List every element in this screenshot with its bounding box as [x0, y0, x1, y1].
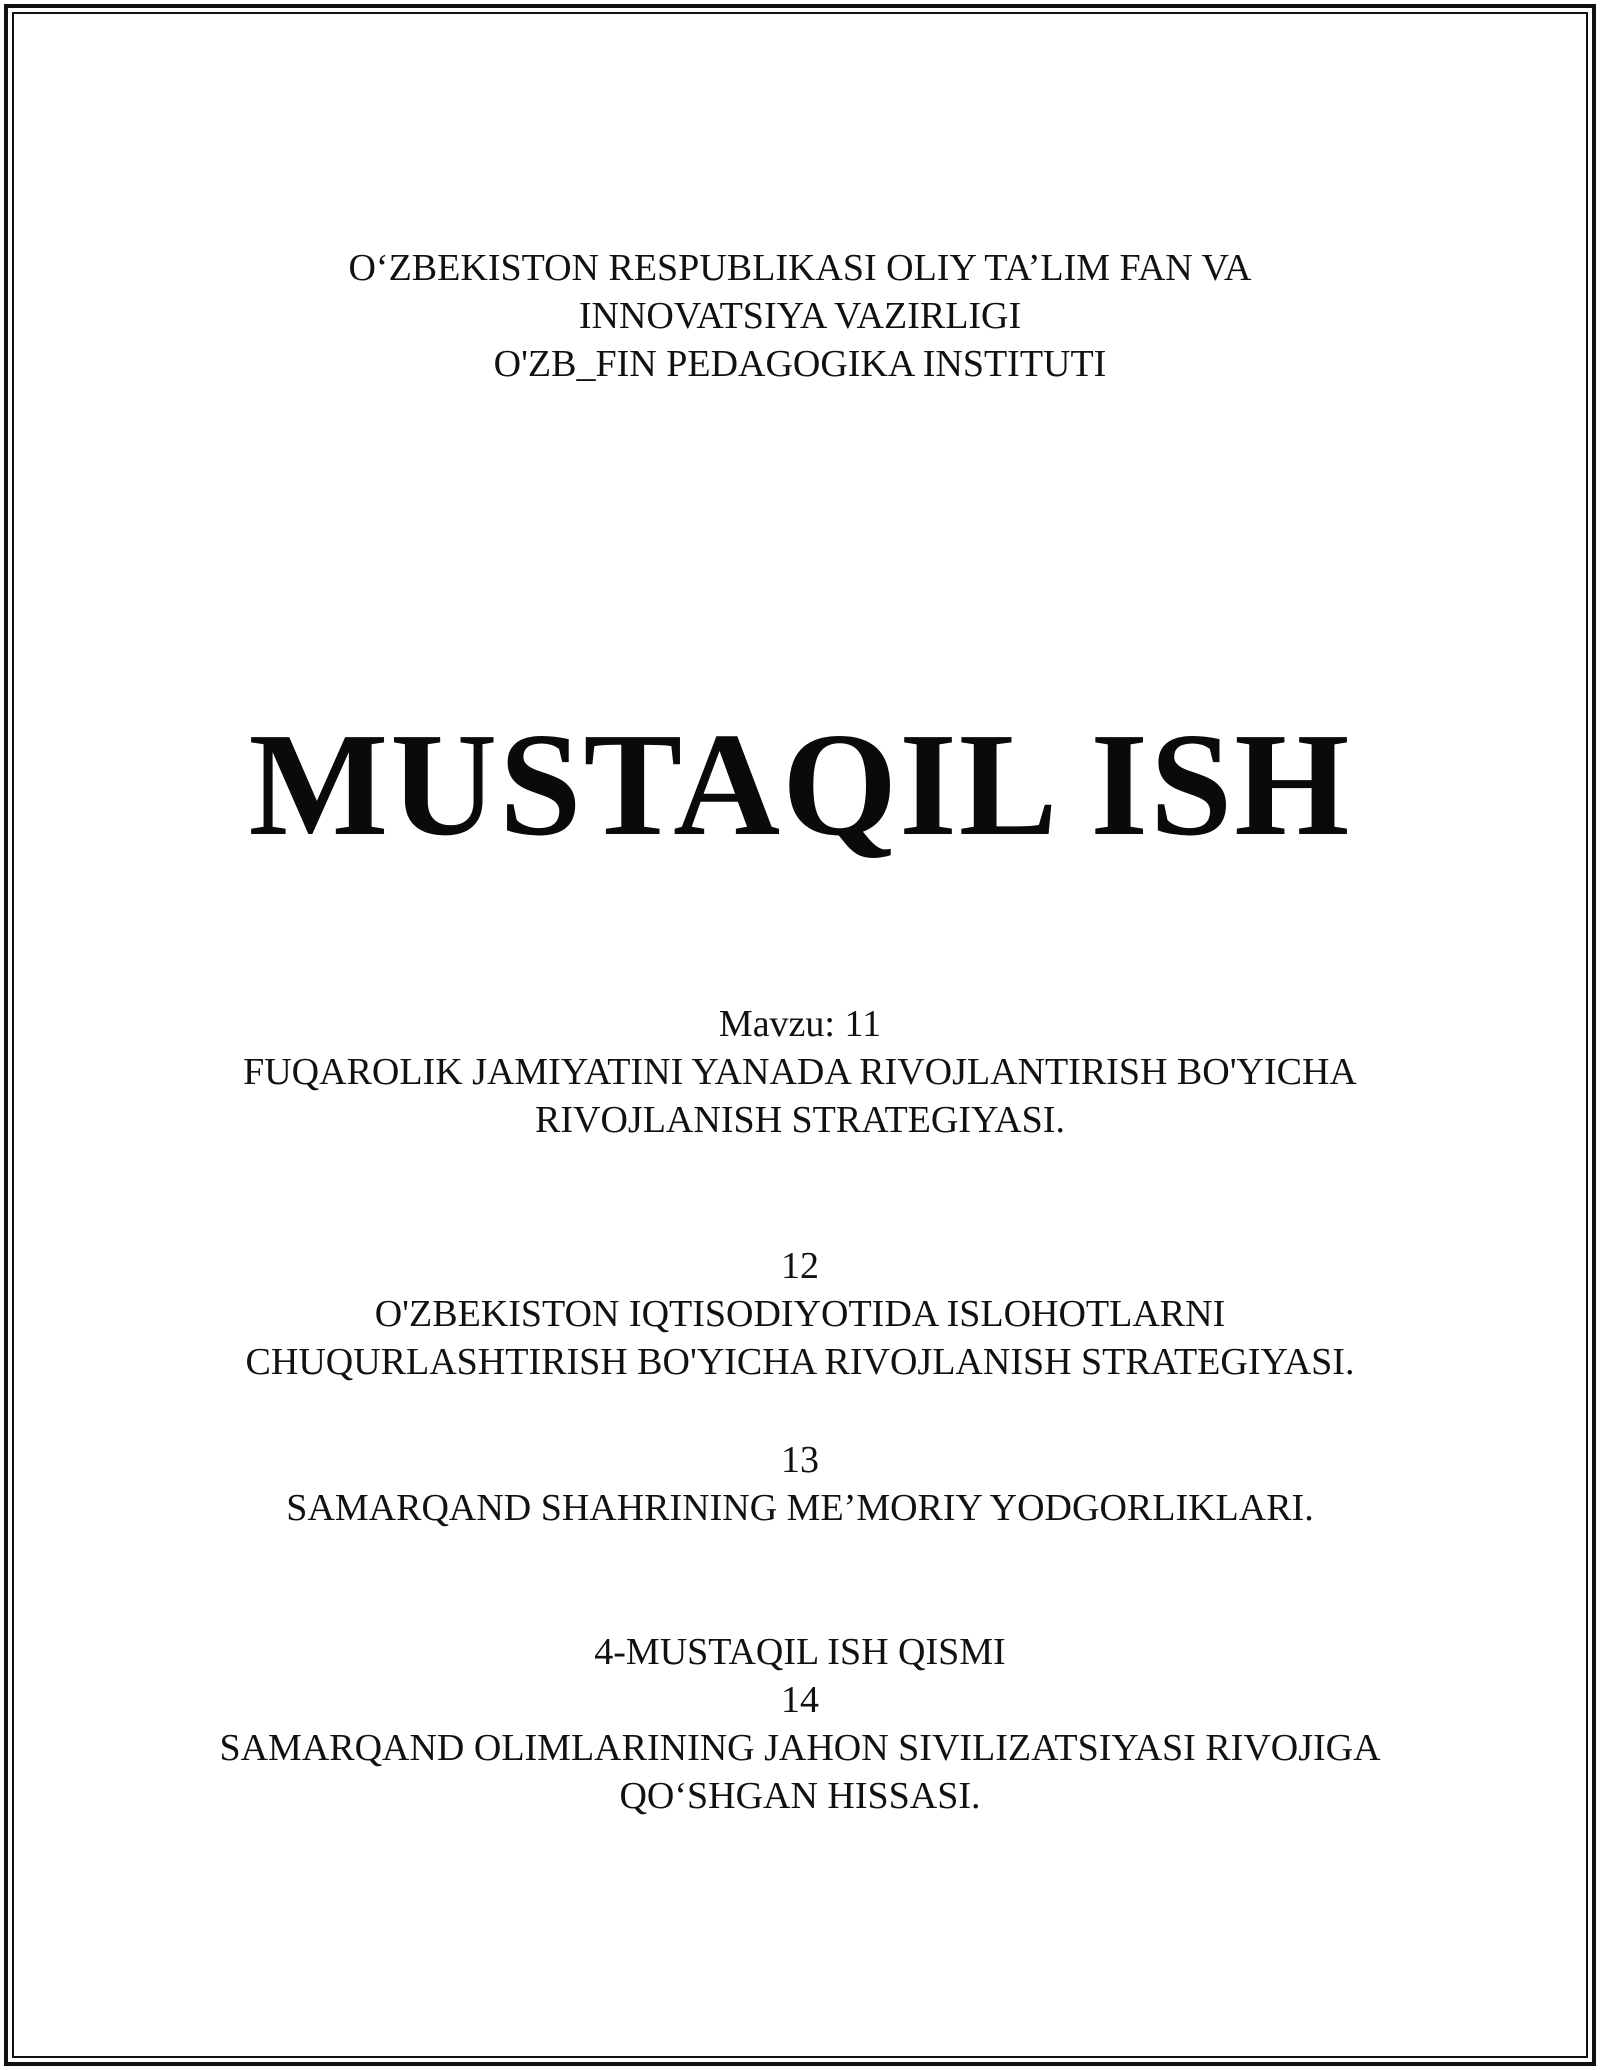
topic-12	[0, 1242, 1600, 1386]
topic-number: 12	[781, 1245, 819, 1287]
topic-14	[0, 1628, 1600, 1820]
topic-text-line-1: SAMARQAND OLIMLARINING JAHON SIVILIZATSIYASI RIVOJIGA	[219, 1727, 1381, 1769]
document-title: MUSTAQIL ISH	[248, 703, 1352, 867]
topic-text-line-1: FUQAROLIK JAMIYATINI YANADA RIVOJLANTIRISH BO'YICHA	[243, 1051, 1357, 1093]
topic-text-line-2: QO‘SHGAN HISSASI.	[619, 1775, 981, 1817]
topic-number: Mavzu: 11	[718, 1003, 882, 1045]
topic-text-line-1: SAMARQAND SHAHRINING ME’MORIY YODGORLIKLARI.	[286, 1487, 1314, 1529]
topic-text-line-2: CHUQURLASHTIRISH BO'YICHA RIVOJLANISH STRATEGIYASI.	[245, 1341, 1355, 1383]
ministry-header	[0, 244, 1600, 388]
institute-name: O'ZB_FIN PEDAGOGIKA INSTITUTI	[493, 343, 1107, 385]
topic-13	[0, 1436, 1600, 1532]
part-label: 4-MUSTAQIL ISH QISMI	[594, 1631, 1006, 1673]
topic-text-line-1: O'ZBEKISTON IQTISODIYOTIDA ISLOHOTLARNI	[374, 1293, 1226, 1335]
topic-number: 14	[781, 1679, 819, 1721]
topic-text-line-2: RIVOJLANISH STRATEGIYASI.	[535, 1099, 1065, 1141]
ministry-line-2: INNOVATSIYA VAZIRLIGI	[578, 295, 1022, 337]
topic-11	[0, 1000, 1600, 1144]
ministry-line-1: O‘ZBEKISTON RESPUBLIKASI OLIY TA’LIM FAN VA	[348, 247, 1252, 289]
topic-number: 13	[781, 1439, 819, 1481]
